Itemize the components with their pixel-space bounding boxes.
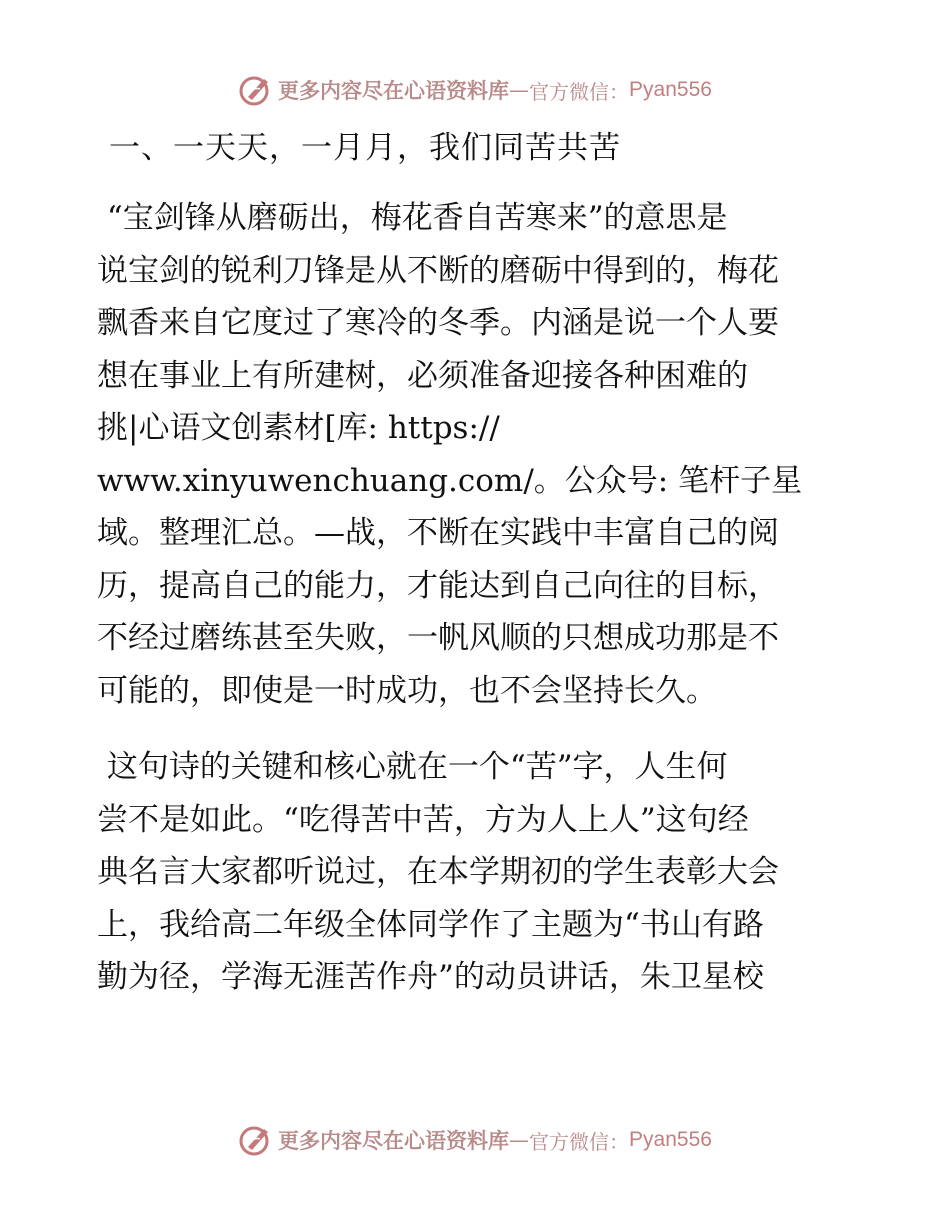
text-line: “宝剑锋从磨砺出，梅花香自苦寒来”的意思是 (97, 200, 728, 236)
watermark-wechat-label: 官方微信： (529, 79, 630, 104)
section-heading: 一、一天天，一月月，我们同苦共苦 (109, 130, 621, 166)
watermark-main-text: 更多内容尽在心语资料库 (278, 1128, 510, 1153)
text-line: www.xinyuwenchuang.com/。公众号: 笔杆子星 (97, 462, 803, 499)
text-line: 域。整理汇总。—战，不断在实践中丰富自己的阅 (97, 515, 779, 551)
paragraph-1 (97, 192, 857, 717)
text-line: 尝不是如此。“吃得苦中苦，方为人上人”这句经 (97, 801, 749, 838)
text-line: 勤为径，学海无涯苦作舟”的动员讲话，朱卫星校 (97, 959, 764, 995)
text-line: 典名言大家都听说过，在本学期初的学生表彰大会 (97, 854, 779, 890)
watermark-dash: — (509, 78, 530, 102)
document-body (97, 122, 857, 1004)
text-line: 上，我给高二年级全体同学作了主题为“书山有路 (97, 906, 764, 943)
watermark-main-text: 更多内容尽在心语资料库 (278, 78, 510, 103)
text-line: 可能的，即使是一时成功，也不会坚持长久。 (97, 672, 717, 709)
logo-icon (238, 73, 274, 107)
watermark-wechat-id: Pyan556 (629, 1128, 712, 1151)
text-line: 说宝剑的锐利刀锋是从不断的磨砺中得到的，梅花 (97, 252, 779, 289)
watermark-wechat-label: 官方微信： (529, 1129, 630, 1154)
logo-icon (238, 1123, 274, 1157)
text-line: 挑|心语文创素材[库: https:// (97, 410, 500, 446)
text-line: 想在事业上有所建树，必须准备迎接各种困难的 (97, 357, 748, 394)
watermark-wechat-id: Pyan556 (629, 78, 712, 101)
paragraph-2 (97, 741, 857, 1004)
text-line: 历，提高自己的能力，才能达到自己向往的目标， (97, 567, 779, 604)
watermark-dash: — (509, 1128, 530, 1152)
text-line: 不经过磨练甚至失败，一帆风顺的只想成功那是不 (97, 620, 779, 656)
text-line: 飘香来自它度过了寒冷的冬季。内涵是说一个人要 (97, 305, 779, 341)
footer-watermark (0, 1120, 950, 1160)
header-watermark (0, 70, 950, 110)
text-line: 这句诗的关键和核心就在一个“苦”字，人生何 (97, 749, 728, 785)
